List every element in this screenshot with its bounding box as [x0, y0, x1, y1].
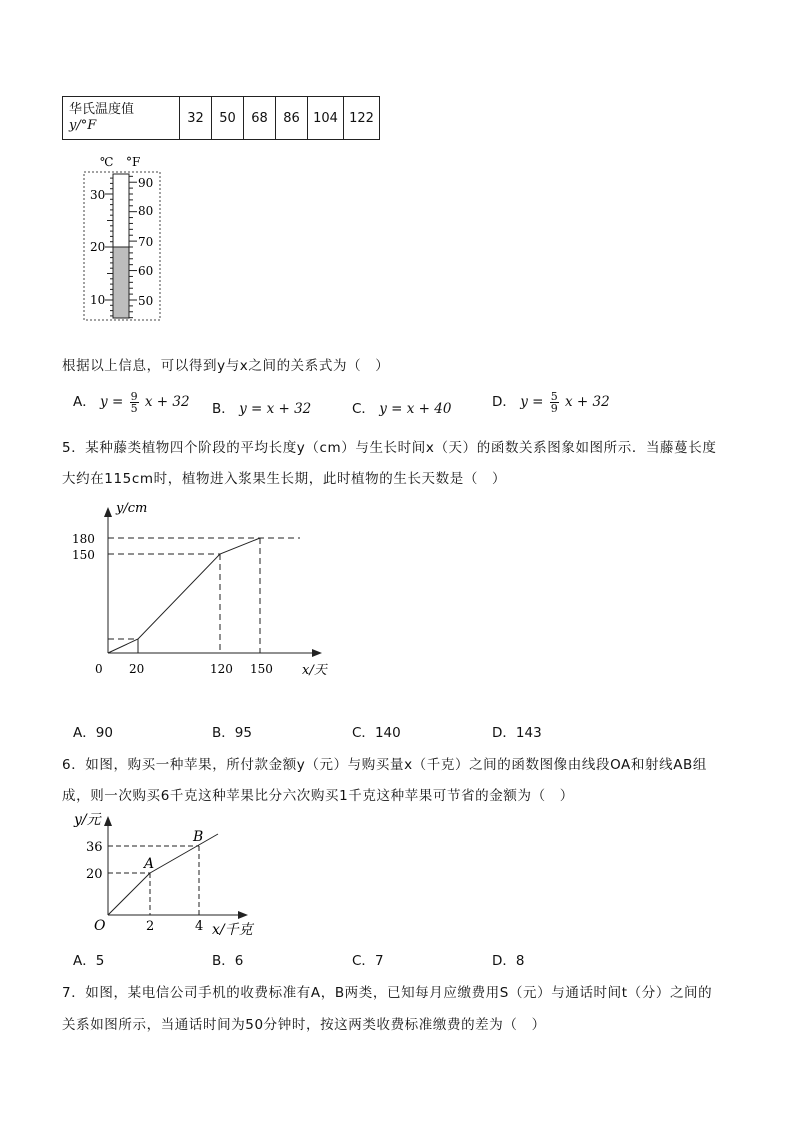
option-lhs: y = [520, 394, 544, 410]
q5-line2: 大约在115cm时，植物进入浆果生长期，此时植物的生长天数是（ ） [62, 471, 507, 487]
x-tick-label: 150 [250, 662, 273, 676]
option-lhs: y = [100, 394, 124, 410]
q6-line2: 成，则一次购买6千克这种苹果比分六次购买1千克这种苹果可节省的金额为（ ） [62, 788, 574, 804]
origin-label: 0 [95, 662, 103, 676]
y-tick-label: 36 [86, 840, 103, 855]
q4-option-c[interactable] [352, 397, 451, 417]
x-tick-label: 20 [129, 662, 145, 676]
q6-option-d[interactable] [492, 949, 525, 969]
option-text: 90 [95, 725, 113, 741]
x-axis-arrow [312, 649, 322, 657]
option-letter: A． [73, 394, 96, 410]
option-letter: D． [492, 394, 516, 410]
option-letter: A． [73, 953, 96, 969]
thermometer-figure [80, 152, 170, 324]
q5-option-a[interactable] [73, 721, 113, 741]
y-tick-label: 150 [72, 548, 95, 562]
numerator: 9 [130, 389, 138, 403]
option-rest: x + 32 [565, 394, 610, 410]
q4-option-a[interactable] [73, 390, 190, 414]
option-letter: D． [492, 725, 516, 741]
q6-graph [66, 808, 266, 938]
c-tick-label: 20 [90, 240, 106, 254]
x-tick-label: 2 [146, 919, 155, 934]
q5-graph [60, 495, 340, 690]
numerator: 5 [550, 389, 558, 403]
table-cell: 32 [180, 97, 212, 140]
option-text: 6 [234, 953, 244, 969]
denominator: 9 [550, 401, 558, 415]
q4-option-b[interactable] [212, 397, 311, 417]
option-letter: C． [352, 725, 375, 741]
y-axis-arrow [104, 816, 112, 826]
x-tick-label: 120 [210, 662, 233, 676]
option-letter: A． [73, 725, 96, 741]
q6-option-b[interactable] [212, 949, 243, 969]
q7-line2: 关系如图所示，当通话时间为50分钟时，按这两类收费标准缴费的差为（ ） [62, 1017, 546, 1033]
table-cell: 104 [308, 97, 344, 140]
option-letter: B． [212, 725, 235, 741]
x-axis-arrow [238, 911, 248, 919]
q6-line1: 6．如图，购买一种苹果，所付款金额y（元）与购买量x（千克）之间的函数图像由线段OA和射线AB组 [62, 757, 707, 773]
ray-ab [150, 834, 218, 873]
q5-line1: 5．某种藤类植物四个阶段的平均长度y（cm）与生长时间x（天）的函数关系图象如图所示．当藤蔓长度 [62, 440, 717, 456]
option-text: 95 [234, 725, 252, 741]
origin-label: O [94, 918, 106, 934]
celsius-label: ℃ [100, 155, 114, 169]
f-tick-label: 70 [138, 235, 154, 249]
option-text: 143 [515, 725, 542, 741]
option-text: 7 [374, 953, 384, 969]
fraction [550, 391, 559, 414]
option-text: 140 [374, 725, 401, 741]
x-axis-label: x/天 [302, 663, 327, 678]
q5-option-b[interactable] [212, 721, 252, 741]
table-cell: 50 [212, 97, 244, 140]
y-tick-label: 180 [72, 532, 95, 546]
table-cell: 68 [244, 97, 276, 140]
option-text: 5 [95, 953, 105, 969]
c-tick-label: 30 [90, 188, 106, 202]
option-text: 8 [515, 953, 525, 969]
q6-option-a[interactable] [73, 949, 104, 969]
option-letter: C． [352, 401, 375, 417]
y-axis-label: y/cm [116, 501, 148, 516]
point-b-label: B [193, 829, 204, 845]
point-a-label: A [144, 856, 155, 872]
f-tick-label: 60 [138, 264, 154, 278]
temperature-table [62, 96, 380, 140]
option-letter: B． [212, 401, 235, 417]
growth-line [108, 538, 260, 653]
q4-option-d[interactable] [492, 390, 610, 414]
y-tick-label: 20 [86, 867, 103, 882]
option-letter: D． [492, 953, 516, 969]
fraction [130, 391, 139, 414]
option-rest: x + 32 [144, 394, 190, 410]
x-tick-label: 4 [195, 919, 204, 934]
table-cell: 122 [344, 97, 380, 140]
option-letter: B． [212, 953, 235, 969]
f-tick-label: 90 [138, 176, 154, 190]
denominator: 5 [130, 401, 138, 415]
q4-prompt: 根据以上信息，可以得到y与x之间的关系式为（ ） [62, 358, 390, 374]
fahrenheit-row [63, 97, 380, 140]
row-label-line2: y/°F [69, 118, 97, 133]
y-axis-label: y/元 [74, 812, 101, 828]
f-tick-label: 50 [138, 294, 154, 308]
q5-option-c[interactable] [352, 721, 401, 741]
row-label [63, 97, 180, 140]
row-label-line1: 华氏温度值 [69, 102, 135, 117]
f-tick-label: 80 [138, 204, 154, 218]
option-letter: C． [352, 953, 375, 969]
option-expr: y = x + 32 [239, 401, 312, 417]
segment-oa [108, 873, 150, 915]
option-expr: y = x + 40 [379, 401, 452, 417]
table-cell: 86 [276, 97, 308, 140]
c-tick-label: 10 [90, 293, 106, 307]
y-axis-arrow [104, 507, 112, 517]
fahrenheit-label: °F [126, 155, 141, 169]
q5-option-d[interactable] [492, 721, 542, 741]
mercury-column [113, 247, 129, 318]
q7-line1: 7．如图，某电信公司手机的收费标准有A，B两类，已知每月应缴费用S（元）与通话时间t（分）之间的 [62, 985, 713, 1001]
q6-option-c[interactable] [352, 949, 384, 969]
x-axis-label: x/千克 [212, 922, 253, 938]
